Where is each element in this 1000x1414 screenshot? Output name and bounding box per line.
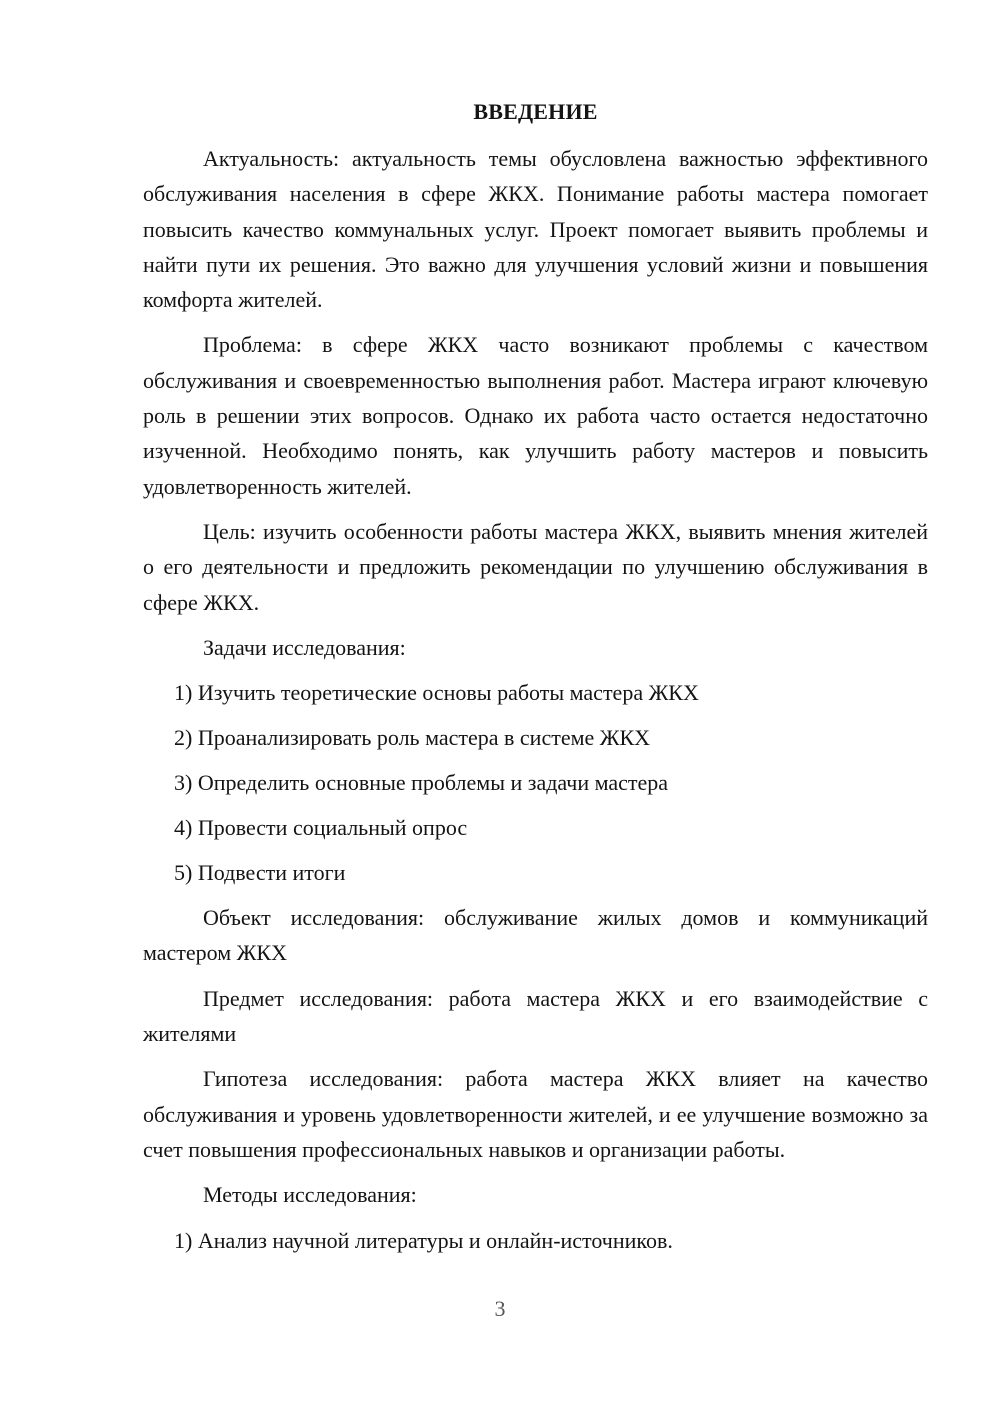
relevance-paragraph: Актуальность: актуальность темы обусловлена важностью эффективного обслуживания населения в сфере ЖКХ. Понимание работы мастера помогает повысить качество коммунальных услуг. Проект помогает выявить проблемы и найти пути их решения. Это важно для улучшения условий жизни и повышения комфорта жителей. xyxy=(143,146,928,313)
tasks-title: Задачи исследования: xyxy=(203,634,406,660)
task-item: 3) Определить основные проблемы и задачи мастера xyxy=(174,770,669,796)
methods-list xyxy=(143,1223,928,1258)
subject-paragraph: Предмет исследования: работа мастера ЖКХ и его взаимодействие с жителями xyxy=(143,985,928,1047)
document-page xyxy=(143,94,928,1268)
hypothesis-paragraph: Гипотеза исследования: работа мастера ЖКХ влияет на качество обслуживания и уровень удовлетворенности жителей, и ее улучшение возможно за счет повышения профессиональных навыков и организации работы. xyxy=(143,1066,928,1162)
task-item: 4) Провести социальный опрос xyxy=(174,815,468,841)
goal-paragraph: Цель: изучить особенности работы мастера ЖКХ, выявить мнения жителей о его деятельности и предложить рекомендации по улучшению обслуживания в сфере ЖКХ. xyxy=(143,518,928,615)
object-paragraph: Объект исследования: обслуживание жилых домов и коммуникаций мастером ЖКХ xyxy=(143,905,928,966)
tasks-list xyxy=(143,675,928,890)
task-item: 1) Изучить теоретические основы работы мастера ЖКХ xyxy=(174,680,699,706)
section-heading: ВВЕДЕНИЕ xyxy=(473,99,598,124)
problem-paragraph: Проблема: в сфере ЖКХ часто возникают проблемы с качеством обслуживания и своевременностью выполнения работ. Мастера играют ключевую роль в решении этих вопросов. Однако их работа часто остается недостаточно изученной. Необходимо понять, как улучшить работу мастеров и повысить удовлетворенность жителей. xyxy=(143,332,928,499)
method-item: 1) Анализ научной литературы и онлайн-источников. xyxy=(174,1227,673,1253)
task-item: 5) Подвести итоги xyxy=(174,860,346,886)
methods-title: Методы исследования: xyxy=(203,1182,417,1208)
task-item: 2) Проанализировать роль мастера в системе ЖКХ xyxy=(174,725,651,751)
page-number: 3 xyxy=(494,1296,506,1321)
